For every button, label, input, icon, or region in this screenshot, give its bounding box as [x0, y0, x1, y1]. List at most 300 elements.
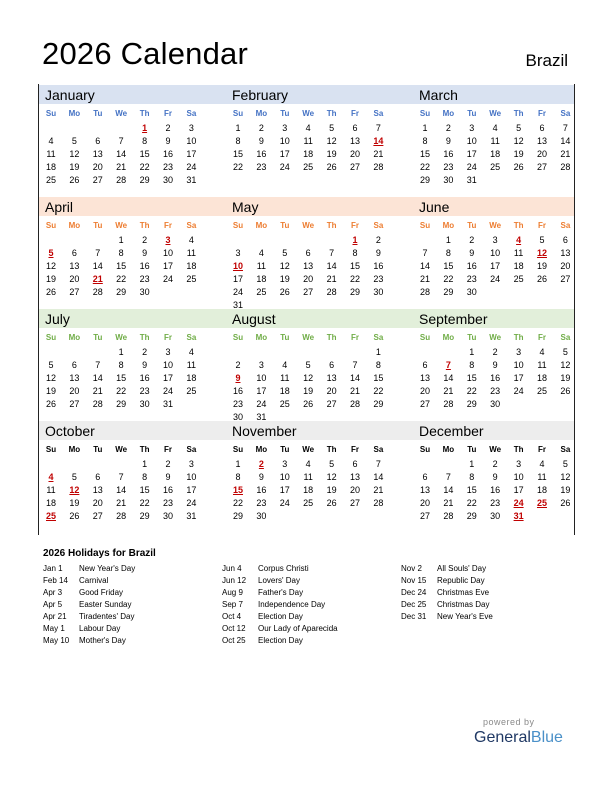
date-cell: 21: [116, 498, 127, 508]
date-cell: 13: [69, 261, 80, 271]
date-cell: 5: [329, 123, 335, 133]
date-cell: 10: [256, 373, 267, 383]
holiday-entry: [43, 599, 135, 611]
page-title: 2026 Calendar: [42, 36, 248, 71]
date-cell: 8: [469, 472, 475, 482]
date-cell: 14: [419, 261, 430, 271]
weekday-label: Mo: [255, 221, 268, 230]
holiday-entry: [222, 623, 338, 635]
date-cell: 29: [466, 399, 477, 409]
date-cell: 18: [536, 485, 547, 495]
date-cell: 4: [188, 347, 194, 357]
holiday-date-cell: 10: [232, 261, 243, 271]
holiday-date-cell: 9: [235, 373, 241, 383]
date-cell: 28: [92, 287, 103, 297]
weekday-label: Th: [139, 333, 150, 342]
date-cell: 30: [162, 511, 173, 521]
date-cell: 11: [537, 360, 547, 370]
date-cell: 30: [139, 287, 150, 297]
date-cell: 24: [186, 162, 197, 172]
weekday-label: Fr: [164, 445, 172, 454]
holiday-list-column-3: [401, 563, 493, 623]
month-name: May: [232, 199, 259, 215]
date-cell: 6: [329, 360, 335, 370]
brand-part2: Blue: [530, 729, 563, 746]
holiday-date: Apr 5: [43, 600, 63, 609]
date-cell: 2: [235, 360, 241, 370]
holiday-date: Aug 9: [222, 588, 243, 597]
date-cell: 30: [466, 287, 477, 297]
date-cell: 12: [326, 472, 337, 482]
weekday-label: Mo: [442, 221, 455, 230]
weekday-label: Mo: [255, 109, 268, 118]
holiday-entry: [222, 575, 338, 587]
weekday-label: Sa: [186, 221, 197, 230]
date-cell: 17: [279, 149, 290, 159]
weekday-label: Th: [326, 109, 337, 118]
date-cell: 3: [188, 123, 194, 133]
weekday-label: We: [115, 221, 128, 230]
weekday-label: Sa: [186, 445, 197, 454]
date-cell: 14: [349, 373, 360, 383]
weekday-label: Sa: [560, 109, 571, 118]
date-cell: 16: [490, 485, 501, 495]
date-cell: 11: [46, 149, 56, 159]
date-cell: 11: [513, 248, 524, 258]
date-cell: 15: [443, 261, 454, 271]
date-cell: 29: [349, 287, 360, 297]
date-cell: 2: [492, 347, 498, 357]
month-february: [226, 85, 396, 195]
date-cell: 15: [232, 149, 243, 159]
holiday-date: Jun 4: [222, 564, 242, 573]
weekday-label: We: [302, 445, 315, 454]
date-cell: 18: [279, 386, 290, 396]
date-cell: 21: [373, 485, 384, 495]
holiday-entry: [43, 611, 135, 623]
date-cell: 16: [139, 261, 150, 271]
holiday-name: Easter Sunday: [79, 600, 132, 609]
date-cell: 19: [326, 149, 337, 159]
date-cell: 21: [116, 162, 127, 172]
date-cell: 5: [71, 472, 77, 482]
holiday-date-cell: 21: [92, 274, 103, 284]
date-cell: 22: [373, 386, 384, 396]
month-july: [39, 309, 209, 419]
date-cell: 30: [256, 511, 267, 521]
holiday-name: Mother's Day: [79, 636, 126, 645]
date-cell: 10: [186, 136, 197, 146]
date-cell: 18: [45, 498, 56, 508]
weekday-label: Fr: [164, 109, 172, 118]
date-cell: 20: [349, 485, 360, 495]
holiday-date: Dec 25: [401, 600, 427, 609]
date-cell: 6: [95, 136, 101, 146]
date-cell: 23: [256, 162, 267, 172]
date-cell: 23: [490, 498, 501, 508]
date-cell: 14: [443, 485, 454, 495]
date-cell: 21: [443, 498, 454, 508]
date-cell: 9: [492, 360, 498, 370]
holiday-name: All Souls' Day: [437, 564, 487, 573]
date-cell: 28: [443, 399, 454, 409]
date-cell: 23: [139, 274, 150, 284]
date-cell: 25: [490, 162, 501, 172]
weekday-label: Th: [513, 109, 524, 118]
weekday-label: Th: [326, 333, 337, 342]
weekday-label: Su: [232, 221, 244, 230]
holiday-date-cell: 3: [165, 235, 171, 245]
date-cell: 14: [326, 261, 337, 271]
holiday-name: Election Day: [258, 612, 303, 621]
weekday-label: Su: [45, 221, 57, 230]
date-cell: 13: [303, 261, 314, 271]
date-cell: 21: [326, 274, 337, 284]
weekday-label: Fr: [164, 333, 172, 342]
date-cell: 26: [560, 498, 571, 508]
generalblue-logo[interactable]: [474, 729, 563, 747]
date-cell: 1: [445, 235, 451, 245]
date-cell: 4: [539, 347, 545, 357]
date-cell: 30: [139, 399, 150, 409]
date-cell: 20: [69, 386, 80, 396]
date-cell: 27: [419, 511, 430, 521]
date-cell: 16: [490, 373, 501, 383]
date-cell: 5: [539, 235, 545, 245]
date-cell: 1: [469, 459, 475, 469]
holiday-entry: [401, 563, 493, 575]
date-cell: 27: [303, 287, 314, 297]
date-cell: 19: [279, 274, 290, 284]
date-cell: 20: [560, 261, 571, 271]
weekday-label: Sa: [373, 445, 384, 454]
date-cell: 5: [48, 360, 54, 370]
date-cell: 3: [516, 459, 522, 469]
month-name: November: [232, 423, 297, 439]
weekday-label: Th: [513, 221, 524, 230]
holidays-title: 2026 Holidays for Brazil: [43, 548, 156, 559]
holiday-entry: [43, 635, 135, 647]
date-cell: 20: [303, 274, 314, 284]
date-cell: 6: [422, 360, 428, 370]
date-cell: 31: [256, 412, 267, 422]
holiday-name: Our Lady of Aparecida: [258, 624, 338, 633]
month-name: February: [232, 87, 289, 103]
date-cell: 3: [282, 123, 288, 133]
date-cell: 11: [537, 472, 547, 482]
holiday-date: May 10: [43, 636, 70, 645]
date-cell: 2: [469, 235, 475, 245]
weekday-label: We: [302, 221, 315, 230]
date-cell: 10: [513, 360, 524, 370]
holiday-date: Oct 25: [222, 636, 246, 645]
date-cell: 22: [232, 162, 243, 172]
date-cell: 19: [45, 274, 56, 284]
date-cell: 16: [232, 386, 243, 396]
date-cell: 13: [69, 373, 80, 383]
date-cell: 29: [443, 287, 454, 297]
holiday-name: New Year's Day: [79, 564, 136, 573]
holiday-name: Election Day: [258, 636, 303, 645]
date-cell: 22: [466, 386, 477, 396]
date-cell: 14: [560, 136, 571, 146]
date-cell: 4: [48, 136, 54, 146]
holiday-entry: [43, 623, 135, 635]
date-cell: 2: [445, 123, 451, 133]
date-cell: 3: [469, 123, 475, 133]
holiday-entry: [401, 575, 493, 587]
holiday-entry: [222, 611, 338, 623]
date-cell: 24: [490, 274, 501, 284]
date-cell: 27: [419, 399, 430, 409]
month-name: January: [45, 87, 95, 103]
date-cell: 21: [560, 149, 571, 159]
date-cell: 23: [162, 498, 173, 508]
date-cell: 8: [142, 472, 148, 482]
month-may: [226, 197, 396, 310]
month-name: December: [419, 423, 484, 439]
date-cell: 23: [256, 498, 267, 508]
month-name: July: [45, 311, 70, 327]
date-cell: 22: [116, 386, 127, 396]
holiday-entry: [401, 587, 493, 599]
date-cell: 7: [118, 136, 124, 146]
weekday-label: Sa: [560, 333, 571, 342]
date-cell: 11: [256, 261, 267, 271]
weekday-label: Fr: [538, 333, 546, 342]
date-cell: 19: [303, 386, 314, 396]
date-cell: 27: [92, 175, 103, 185]
date-cell: 9: [258, 472, 264, 482]
date-cell: 15: [466, 485, 477, 495]
date-cell: 17: [162, 373, 173, 383]
holiday-date: Apr 3: [43, 588, 63, 597]
weekday-label: Mo: [255, 333, 268, 342]
date-cell: 17: [513, 373, 524, 383]
date-cell: 2: [142, 235, 148, 245]
holiday-entry: [43, 587, 135, 599]
date-cell: 19: [45, 386, 56, 396]
date-cell: 26: [326, 498, 337, 508]
date-cell: 12: [45, 261, 56, 271]
date-cell: 31: [466, 175, 477, 185]
date-cell: 20: [92, 498, 103, 508]
calendar-grid: [38, 84, 575, 535]
date-cell: 6: [352, 459, 358, 469]
date-cell: 16: [162, 485, 173, 495]
holiday-entry: [222, 599, 338, 611]
date-cell: 7: [95, 248, 101, 258]
month-name: September: [419, 311, 488, 327]
date-cell: 29: [139, 175, 150, 185]
date-cell: 27: [536, 162, 547, 172]
date-cell: 3: [516, 347, 522, 357]
date-cell: 28: [373, 498, 384, 508]
date-cell: 30: [373, 287, 384, 297]
date-cell: 29: [373, 399, 384, 409]
holiday-entry: [222, 563, 338, 575]
date-cell: 22: [419, 162, 430, 172]
month-name: June: [419, 199, 450, 215]
date-cell: 2: [165, 123, 171, 133]
date-cell: 10: [279, 136, 290, 146]
date-cell: 4: [539, 459, 545, 469]
weekday-label: Tu: [467, 333, 477, 342]
date-cell: 28: [116, 175, 127, 185]
date-cell: 17: [186, 485, 197, 495]
date-cell: 24: [186, 498, 197, 508]
date-cell: 12: [560, 472, 571, 482]
date-cell: 27: [69, 287, 80, 297]
date-cell: 25: [186, 274, 197, 284]
date-cell: 26: [45, 399, 56, 409]
date-cell: 21: [92, 386, 103, 396]
date-cell: 30: [162, 175, 173, 185]
holiday-entry: [222, 587, 338, 599]
date-cell: 13: [349, 472, 360, 482]
holiday-date-cell: 7: [445, 360, 451, 370]
date-cell: 8: [142, 136, 148, 146]
date-cell: 24: [279, 498, 290, 508]
date-cell: 19: [69, 162, 80, 172]
date-cell: 11: [46, 485, 56, 495]
date-cell: 22: [349, 274, 360, 284]
date-cell: 15: [373, 373, 384, 383]
date-cell: 23: [443, 162, 454, 172]
weekday-label: Tu: [467, 221, 477, 230]
date-cell: 3: [188, 459, 194, 469]
date-cell: 20: [69, 274, 80, 284]
weekday-label: Su: [232, 333, 244, 342]
date-cell: 13: [92, 149, 103, 159]
date-cell: 25: [303, 162, 314, 172]
date-cell: 18: [186, 373, 197, 383]
date-cell: 7: [95, 360, 101, 370]
date-cell: 28: [419, 287, 430, 297]
holiday-entry: [401, 611, 493, 623]
date-cell: 16: [162, 149, 173, 159]
weekday-label: We: [302, 333, 315, 342]
date-cell: 15: [139, 149, 150, 159]
date-cell: 24: [232, 287, 243, 297]
date-cell: 8: [445, 248, 451, 258]
date-cell: 24: [162, 274, 173, 284]
date-cell: 14: [373, 472, 384, 482]
date-cell: 11: [280, 373, 290, 383]
date-cell: 13: [349, 136, 360, 146]
date-cell: 20: [419, 498, 430, 508]
date-cell: 17: [466, 149, 477, 159]
weekday-label: Th: [326, 221, 337, 230]
date-cell: 3: [258, 360, 264, 370]
date-cell: 4: [282, 360, 288, 370]
date-cell: 7: [422, 248, 428, 258]
date-cell: 26: [326, 162, 337, 172]
weekday-label: Mo: [68, 221, 81, 230]
date-cell: 4: [188, 235, 194, 245]
date-cell: 9: [142, 360, 148, 370]
date-cell: 31: [232, 300, 243, 310]
date-cell: 27: [92, 511, 103, 521]
weekday-label: Tu: [280, 445, 290, 454]
weekday-label: Su: [419, 333, 431, 342]
holiday-name: Corpus Christi: [258, 564, 309, 573]
date-cell: 6: [562, 235, 568, 245]
holiday-name: Father's Day: [258, 588, 304, 597]
holiday-date-cell: 31: [513, 511, 524, 521]
weekday-label: Tu: [280, 221, 290, 230]
date-cell: 12: [279, 261, 290, 271]
month-june: [413, 197, 583, 307]
holiday-date: Jun 12: [222, 576, 247, 585]
weekday-label: Fr: [538, 445, 546, 454]
date-cell: 28: [373, 162, 384, 172]
date-cell: 16: [256, 149, 267, 159]
weekday-label: We: [302, 109, 315, 118]
weekday-label: Su: [45, 445, 57, 454]
date-cell: 5: [282, 248, 288, 258]
weekday-label: Su: [45, 333, 57, 342]
date-cell: 10: [279, 472, 290, 482]
date-cell: 8: [118, 360, 124, 370]
date-cell: 21: [349, 386, 360, 396]
date-cell: 22: [466, 498, 477, 508]
date-cell: 17: [490, 261, 501, 271]
month-name: October: [45, 423, 95, 439]
date-cell: 4: [492, 123, 498, 133]
date-cell: 29: [139, 511, 150, 521]
date-cell: 24: [279, 162, 290, 172]
date-cell: 26: [69, 511, 80, 521]
date-cell: 29: [466, 511, 477, 521]
date-cell: 11: [303, 136, 313, 146]
holiday-date-cell: 14: [373, 136, 384, 146]
weekday-label: Mo: [68, 109, 81, 118]
date-cell: 15: [139, 485, 150, 495]
date-cell: 4: [305, 459, 311, 469]
date-cell: 16: [139, 373, 150, 383]
weekday-label: Tu: [280, 333, 290, 342]
date-cell: 4: [305, 123, 311, 133]
date-cell: 18: [490, 149, 501, 159]
holiday-date-cell: 1: [352, 235, 358, 245]
weekday-label: Th: [326, 445, 337, 454]
date-cell: 11: [490, 136, 500, 146]
date-cell: 23: [232, 399, 243, 409]
date-cell: 6: [71, 248, 77, 258]
date-cell: 9: [445, 136, 451, 146]
weekday-label: Mo: [442, 109, 455, 118]
date-cell: 31: [186, 511, 197, 521]
date-cell: 21: [443, 386, 454, 396]
date-cell: 18: [303, 485, 314, 495]
holiday-date-cell: 25: [536, 498, 547, 508]
date-cell: 4: [258, 248, 264, 258]
date-cell: 18: [303, 149, 314, 159]
holiday-date: Nov 15: [401, 576, 427, 585]
date-cell: 25: [303, 498, 314, 508]
date-cell: 5: [562, 459, 568, 469]
holiday-name: Good Friday: [79, 588, 124, 597]
date-cell: 26: [279, 287, 290, 297]
date-cell: 19: [69, 498, 80, 508]
date-cell: 20: [326, 386, 337, 396]
date-cell: 12: [513, 136, 524, 146]
date-cell: 9: [142, 248, 148, 258]
date-cell: 22: [232, 498, 243, 508]
date-cell: 7: [352, 360, 358, 370]
holiday-date-cell: 1: [142, 123, 148, 133]
